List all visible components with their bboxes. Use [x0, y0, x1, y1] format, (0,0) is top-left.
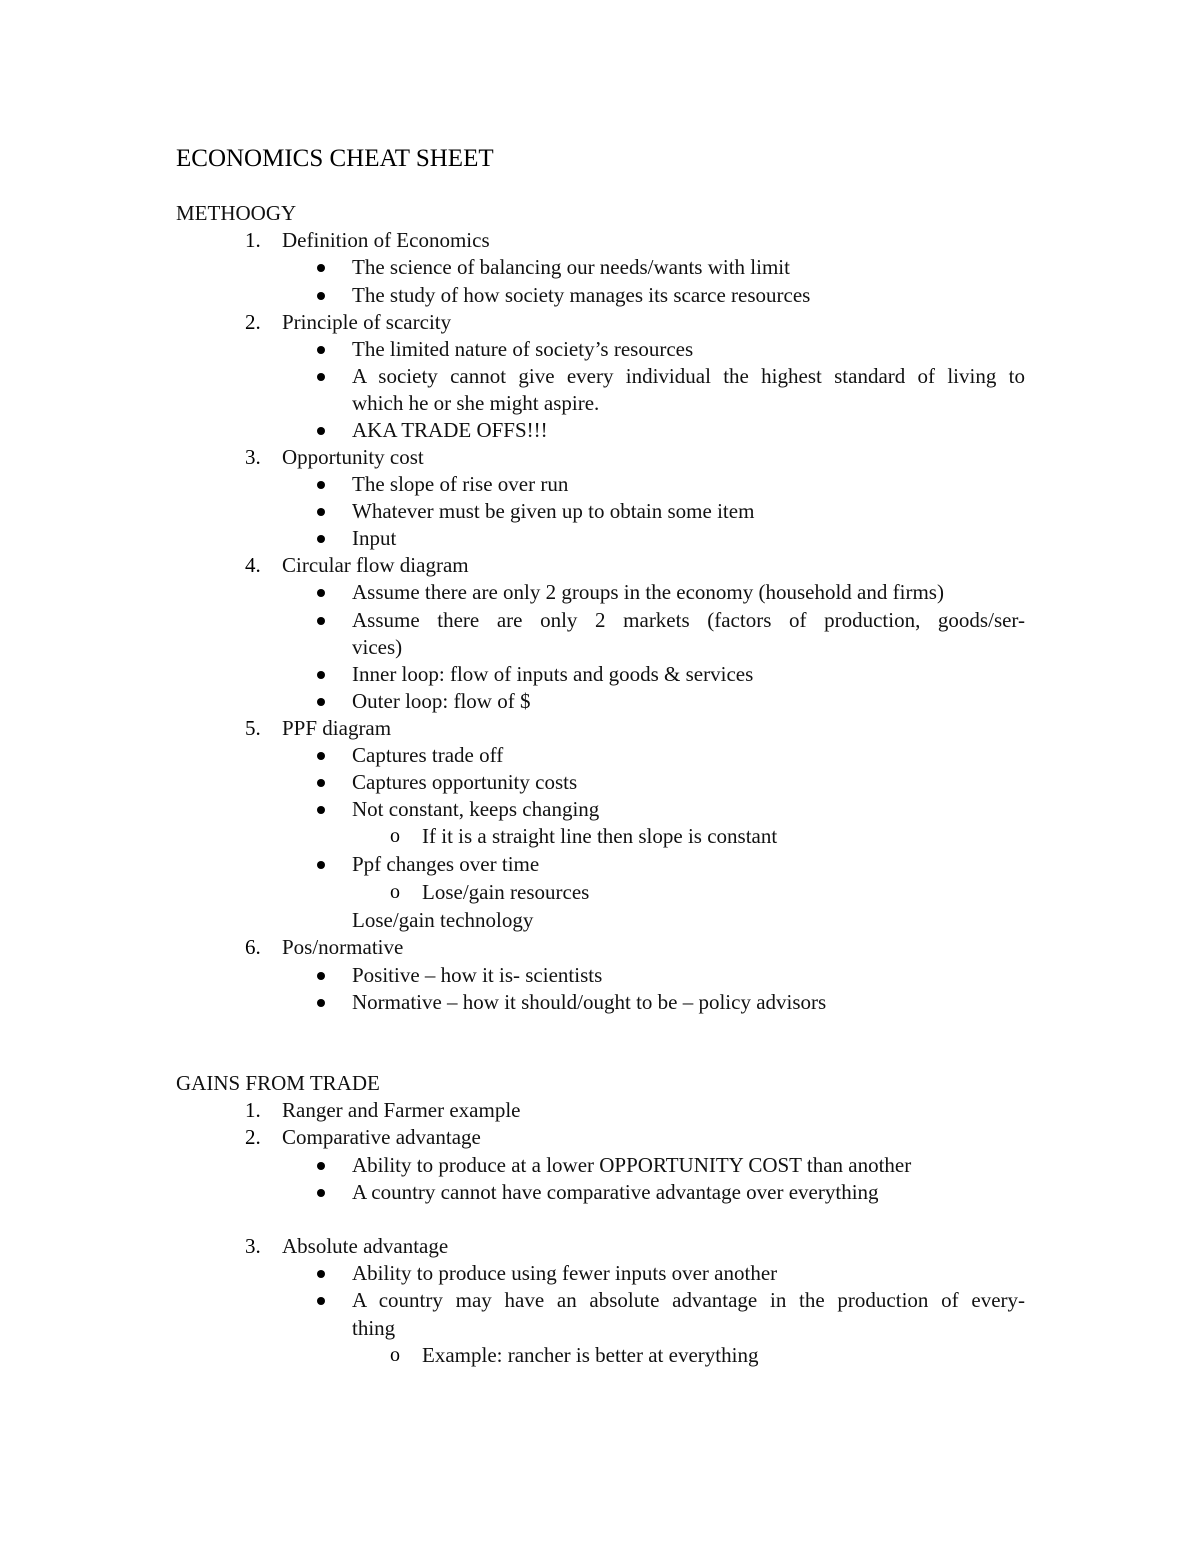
bullet-dot	[317, 1189, 325, 1197]
bullet-text: The slope of rise over run	[352, 472, 569, 496]
bullet-text: A country may have an absolute advantage in the production of every-	[352, 1288, 1025, 1312]
bullet-text: Not constant, keeps changing	[352, 797, 600, 821]
sub-bullet-marker: o	[390, 1344, 400, 1366]
item-number: 3.	[245, 445, 261, 469]
bullet-text: Inner loop: flow of inputs and goods & services	[352, 662, 754, 686]
bullet-dot	[317, 346, 325, 354]
bullet-dot	[317, 752, 325, 760]
bullet-text: A country cannot have comparative advantage over everything	[352, 1180, 879, 1204]
bullet-dot	[317, 508, 325, 516]
bullet-text: Input	[352, 526, 397, 550]
bullet-text-continued: vices)	[352, 635, 403, 659]
bullet-dot	[317, 972, 325, 980]
item-label-scarcity: Principle of scarcity	[282, 310, 452, 334]
bullet-dot	[317, 427, 325, 435]
item-number: 3.	[245, 1234, 261, 1258]
bullet-dot	[317, 779, 325, 787]
bullet-dot	[317, 698, 325, 706]
bullet-text-continued: thing	[352, 1316, 396, 1340]
bullet-text: Whatever must be given up to obtain some item	[352, 499, 755, 523]
bullet-text: Assume there are only 2 markets (factors of production, goods/ser-	[352, 608, 1025, 632]
bullet-dot	[317, 589, 325, 597]
bullet-dot	[317, 1162, 325, 1170]
item-label-comparative-advantage: Comparative advantage	[282, 1125, 481, 1149]
item-label-circular-flow: Circular flow diagram	[282, 553, 469, 577]
bullet-dot	[317, 861, 325, 869]
bullet-text: The science of balancing our needs/wants with limit	[352, 255, 790, 279]
item-number: 4.	[245, 553, 261, 577]
section-heading-gains-from-trade: GAINS FROM TRADE	[176, 1071, 380, 1095]
item-number: 2.	[245, 1125, 261, 1149]
bullet-dot	[317, 373, 325, 381]
item-label-opportunity-cost: Opportunity cost	[282, 445, 424, 469]
bullet-text: The limited nature of society’s resources	[352, 337, 694, 361]
bullet-text: AKA TRADE OFFS!!!	[352, 418, 548, 442]
bullet-text: Captures opportunity costs	[352, 770, 578, 794]
sub-bullet-text: Example: rancher is better at everything	[422, 1343, 759, 1367]
item-label-absolute-advantage: Absolute advantage	[282, 1234, 449, 1258]
bullet-text: Captures trade off	[352, 743, 504, 767]
bullet-dot	[317, 481, 325, 489]
item-label-ppf: PPF diagram	[282, 716, 392, 740]
item-number: 6.	[245, 935, 261, 959]
bullet-text: Normative – how it should/ought to be – policy advisors	[352, 990, 827, 1014]
sub-bullet-marker: o	[390, 825, 400, 847]
item-number: 1.	[245, 1098, 261, 1122]
bullet-dot	[317, 617, 325, 625]
bullet-text: The study of how society manages its scarce resources	[352, 283, 811, 307]
item-number: 2.	[245, 310, 261, 334]
item-label-pos-normative: Pos/normative	[282, 935, 404, 959]
bullet-text-continued: Lose/gain technology	[352, 908, 534, 932]
item-number: 5.	[245, 716, 261, 740]
bullet-dot	[317, 264, 325, 272]
bullet-text: A society cannot give every individual the highest standard of living to	[352, 364, 1025, 388]
sub-bullet-text: Lose/gain resources	[422, 880, 590, 904]
bullet-dot	[317, 1270, 325, 1278]
bullet-dot	[317, 999, 325, 1007]
bullet-dot	[317, 535, 325, 543]
bullet-text: Ppf changes over time	[352, 852, 540, 876]
section-heading-methodology: METHOOGY	[176, 201, 297, 225]
bullet-text: Outer loop: flow of $	[352, 689, 531, 713]
bullet-dot	[317, 806, 325, 814]
bullet-dot	[317, 1297, 325, 1305]
bullet-text: Ability to produce at a lower OPPORTUNITY COST than another	[352, 1153, 912, 1177]
page-title: ECONOMICS CHEAT SHEET	[176, 145, 494, 172]
bullet-dot	[317, 292, 325, 300]
bullet-dot	[317, 671, 325, 679]
sub-bullet-marker: o	[390, 881, 400, 903]
item-label-ranger-farmer: Ranger and Farmer example	[282, 1098, 521, 1122]
bullet-text: Positive – how it is- scientists	[352, 963, 603, 987]
item-number: 1.	[245, 228, 261, 252]
bullet-text-continued: which he or she might aspire.	[352, 391, 600, 415]
sub-bullet-text: If it is a straight line then slope is constant	[422, 824, 778, 848]
bullet-text: Assume there are only 2 groups in the economy (household and firms)	[352, 580, 944, 604]
bullet-text: Ability to produce using fewer inputs over another	[352, 1261, 778, 1285]
item-label-definition: Definition of Economics	[282, 228, 490, 252]
